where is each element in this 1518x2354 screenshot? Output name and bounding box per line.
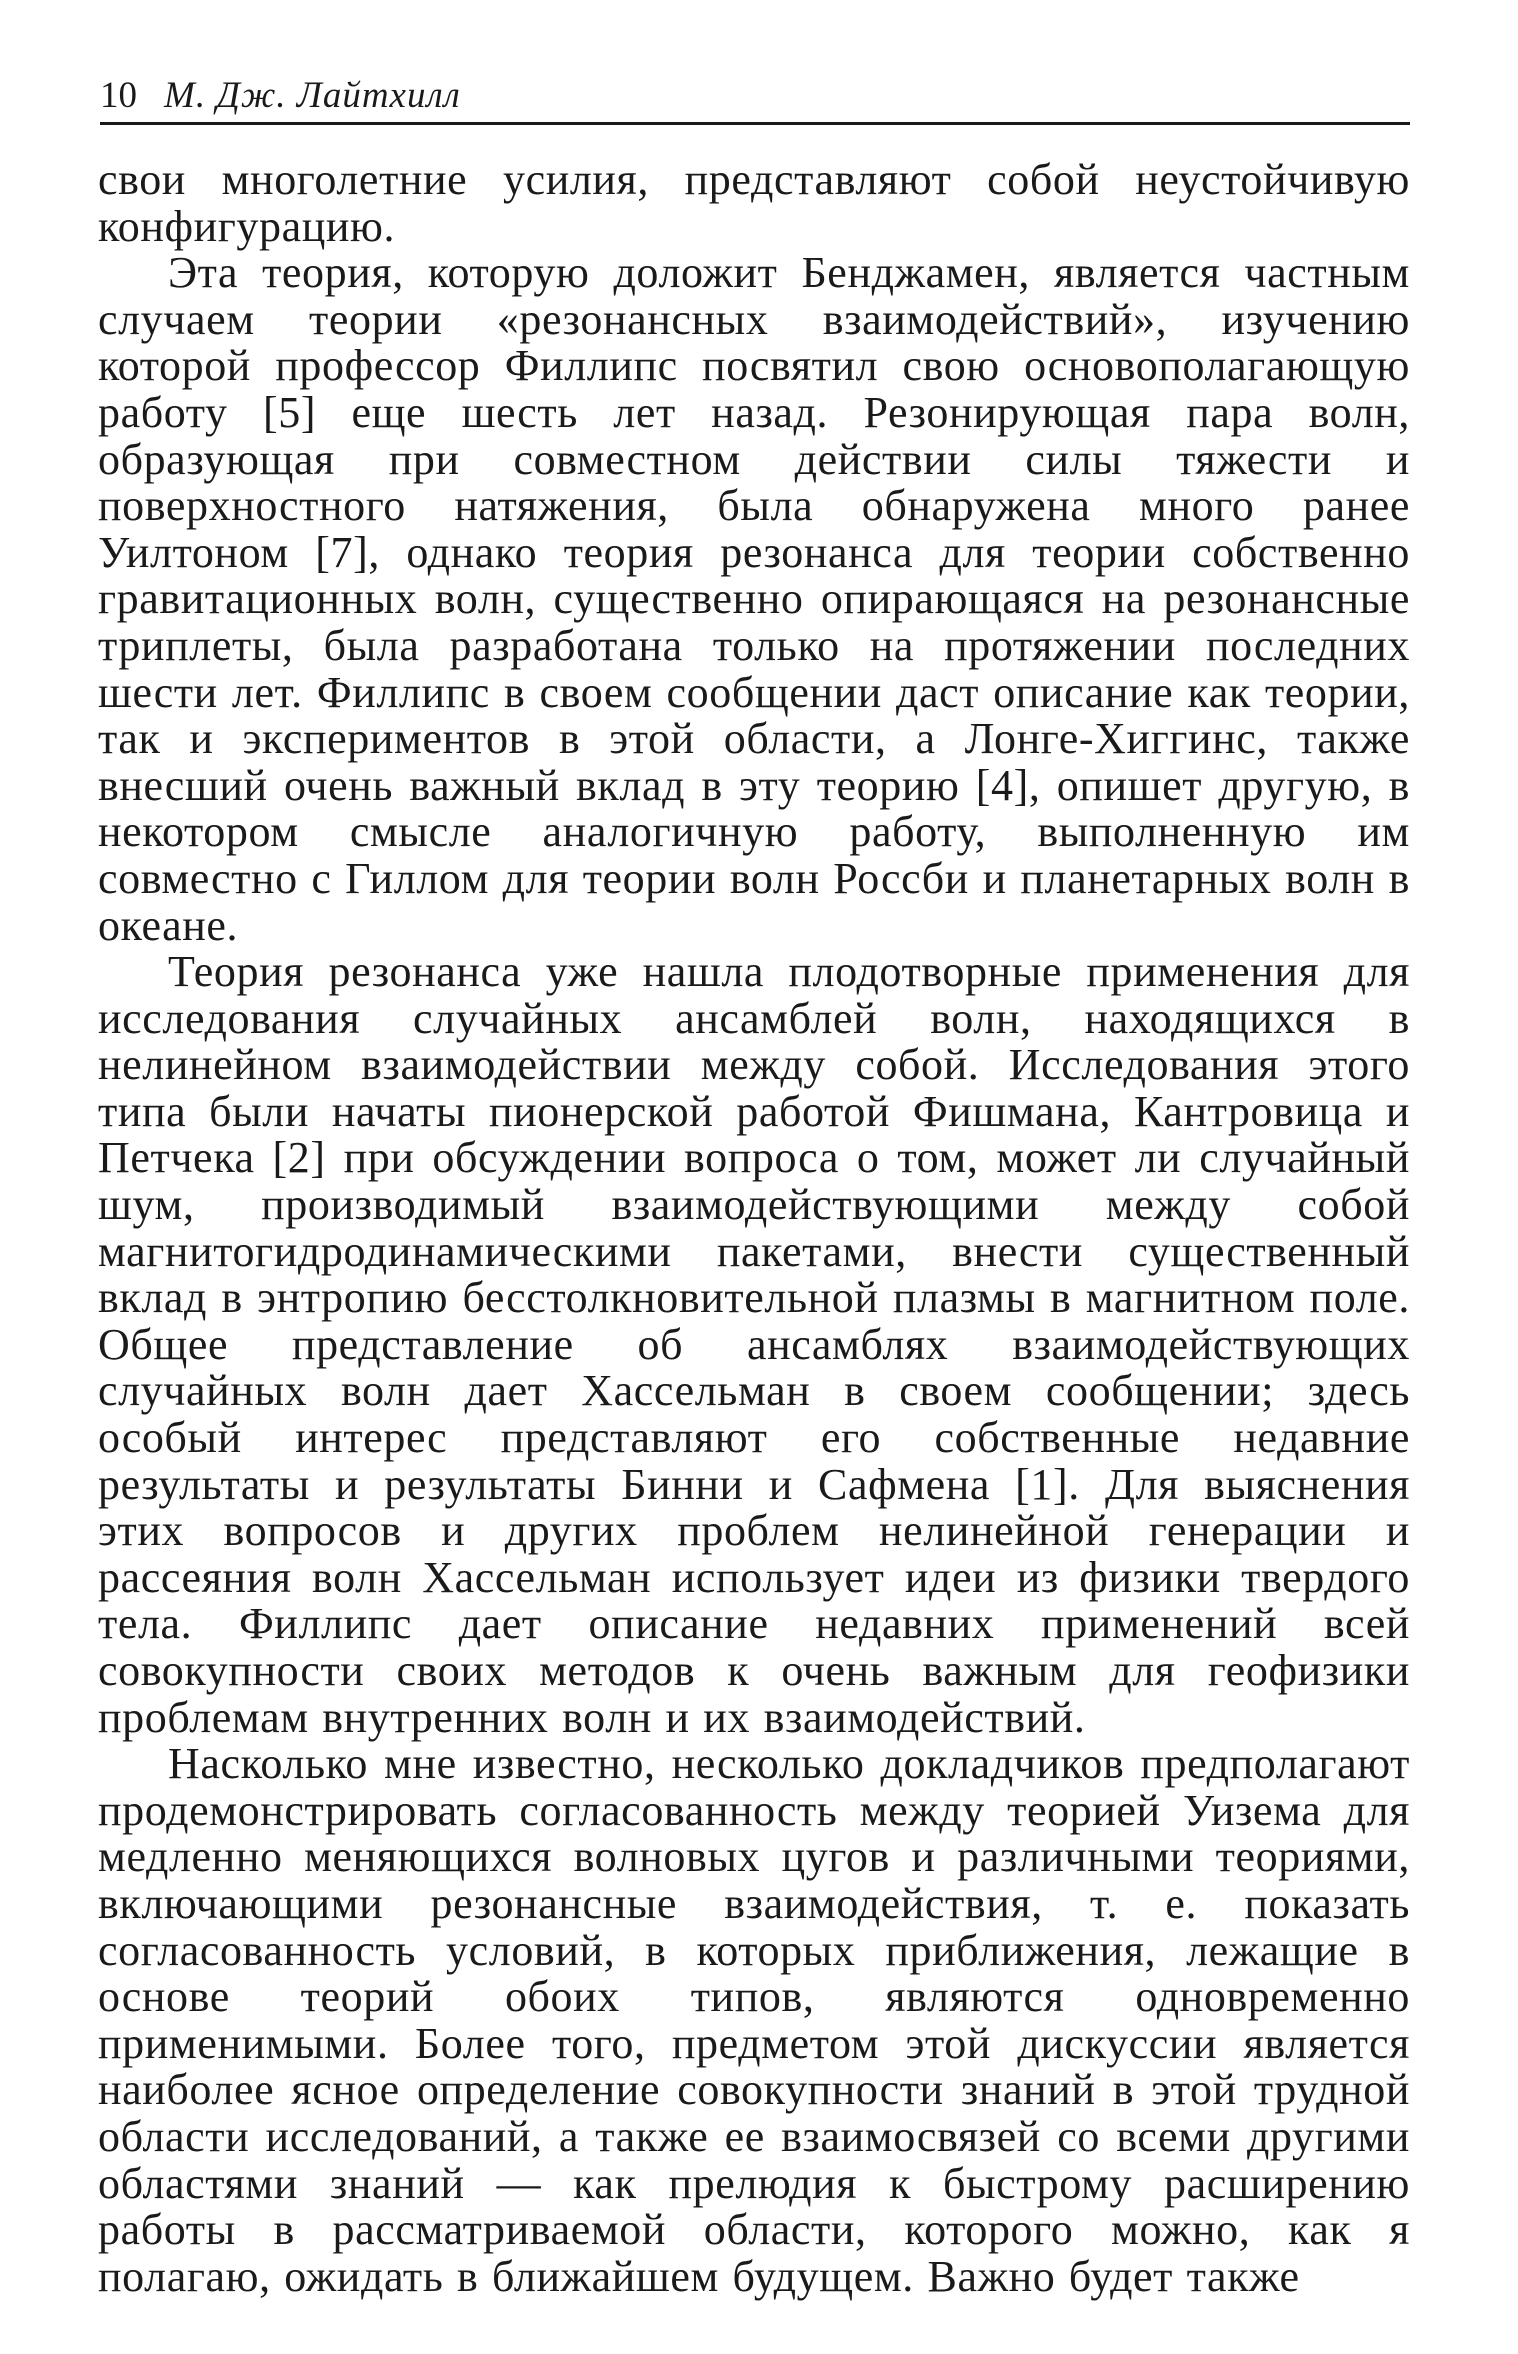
paragraph: Теория резонанса уже нашла плодотворные применения для исследования случайных ансамблей волн, находящихся в нелинейном взаимодействии между собой. Исследования этого типа были начаты пионерской работой Фишмана, Кантровица и Петчека [2] при обсуждении вопроса о том, может ли случайный шум, производимый взаимодействующими между собой магнитогидродинамическими пакетами, внести существенный вклад в энтропию бесстолкновительной плазмы в магнитном поле. Общее представление об ансамблях взаимодействующих случайных волн дает Хассельман в своем сообщении; здесь особый интерес представляют его собственные недавние результаты и результаты Бинни и Сафмена [1]. Для выяснения этих вопросов и других проблем нелинейной генерации и рассеяния волн Хассельман использует идеи из физики твердого тела. Филлипс дает описание недавних применений всей совокупности своих методов к очень важным для геофизики проблемам внутренних волн и их взаимодействий. bbox=[98, 947, 1410, 1742]
paragraph: Эта теория, которую доложит Бенджамен, является частным случаем теории «резонансных взаимодействий», изучению которой профессор Филлипс посвятил свою основополагающую работу [5] еще шесть лет назад. Резонирующая пара волн, образующая при совместном действии силы тяжести и поверхностного натяжения, была обнаружена много ранее Уилтоном [7], однако теория резонанса для теории собственно гравитационных волн, существенно опирающаяся на резонансные триплеты, была разработана только на протяжении последних шести лет. Филлипс в своем сообщении даст описание как теории, так и экспериментов в этой области, а Лонге-Хиггинс, также внесший очень важный вклад в эту теорию [4], опишет другую, в некотором смысле аналогичную работу, выполненную им совместно с Гиллом для теории волн Россби и планетарных волн в океане. bbox=[98, 248, 1410, 950]
running-header-author: М. Дж. Лайтхилл bbox=[164, 75, 461, 116]
running-header bbox=[100, 70, 1410, 125]
page-number: 10 bbox=[100, 75, 137, 116]
paragraph-continuation: свои многолетние усилия, представляют собой неустойчивую конфигурацию. bbox=[98, 155, 1410, 251]
body-text bbox=[98, 157, 1410, 2300]
paragraph: Насколько мне известно, несколько докладчиков предполагают продемонстрировать согласованность между теорией Уизема для медленно меняющихся волновых цугов и различными теориями, включающими резонансные взаимодействия, т. е. показать согласованность условий, в которых приближения, лежащие в основе теорий обоих типов, являются одновременно применимыми. Более того, предметом этой дискуссии является наиболее ясное определение совокупности знаний в этой трудной области исследований, а также ее взаимосвязей со всеми другими областями знаний — как прелюдия к быстрому расширению работы в рассматриваемой области, которого можно, как я полагаю, ожидать в ближайшем будущем. Важно будет также bbox=[98, 1739, 1410, 2301]
book-page bbox=[98, 70, 1410, 2300]
